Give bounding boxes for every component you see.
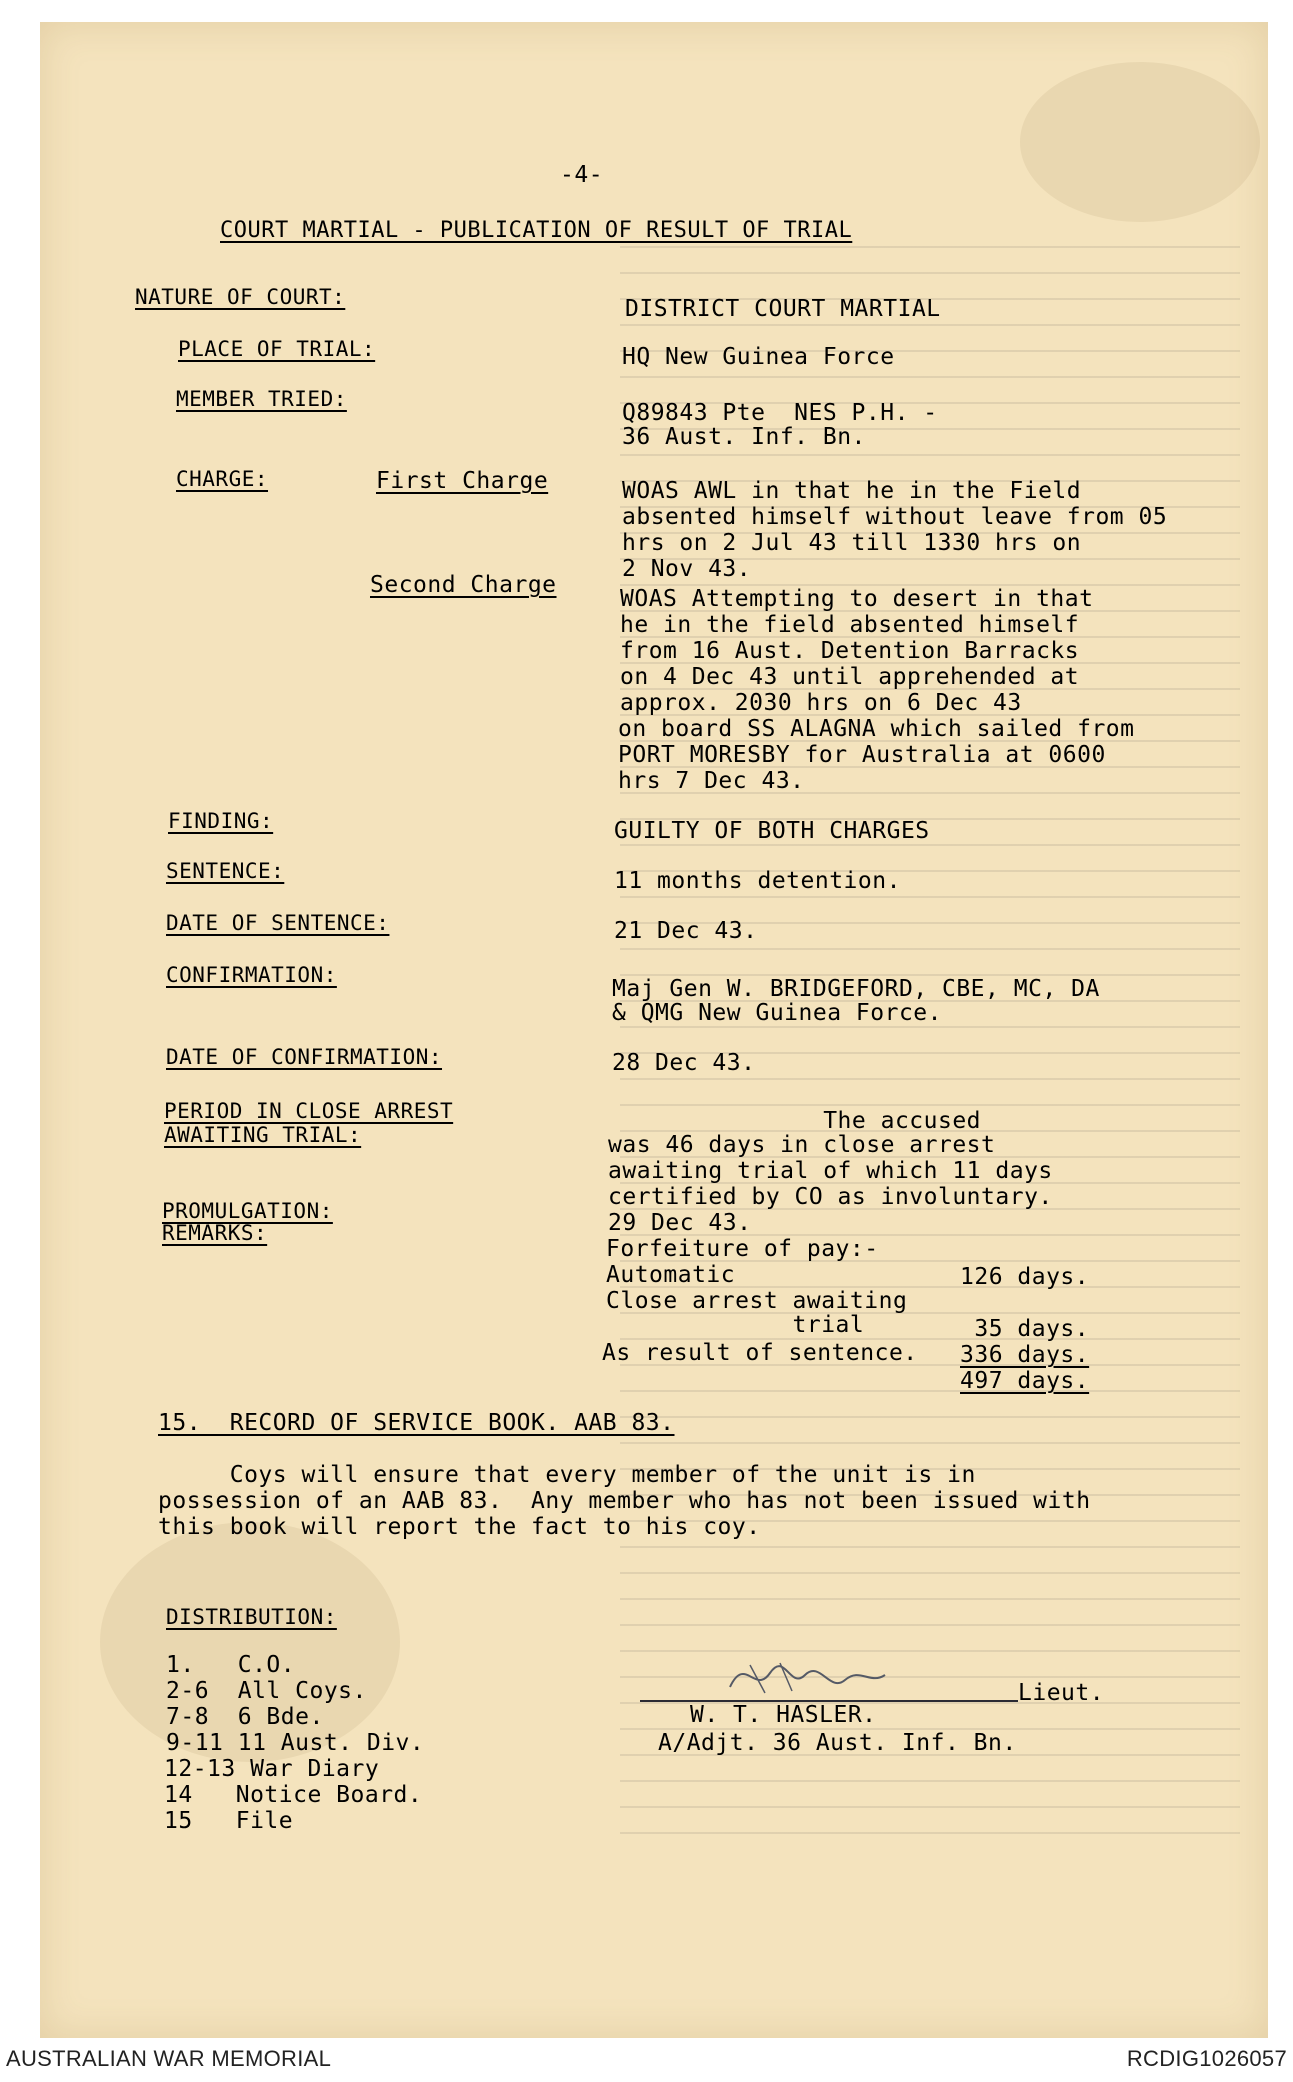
- finding-label: FINDING:: [168, 809, 274, 833]
- confirmation-label: CONFIRMATION:: [166, 963, 337, 987]
- signature-rank: Lieut.: [1018, 1680, 1105, 1706]
- footer-left: AUSTRALIAN WAR MEMORIAL: [6, 2046, 332, 2071]
- date-of-confirmation-label: DATE OF CONFIRMATION:: [166, 1045, 443, 1069]
- distribution-item: 2-6 All Coys.: [166, 1678, 367, 1704]
- document-title: COURT MARTIAL - PUBLICATION OF RESULT OF TRIAL: [220, 218, 853, 243]
- first-charge-label: First Charge: [376, 468, 549, 494]
- date-of-sentence-label: DATE OF SENTENCE:: [166, 911, 390, 935]
- handwritten-signature: [720, 1645, 920, 1705]
- charge-line: WOAS Attempting to desert in that: [620, 586, 1094, 612]
- promulgation-label: PROMULGATION:: [162, 1199, 333, 1223]
- close-arrest-line: certified by CO as involuntary.: [608, 1184, 1053, 1210]
- charge-line: on board SS ALAGNA which sailed from: [618, 716, 1135, 742]
- distribution-item: 12-13 War Diary: [164, 1756, 380, 1782]
- second-charge-label: Second Charge: [370, 572, 557, 598]
- charge-line: 2 Nov 43.: [622, 556, 752, 582]
- date-of-sentence-value: 21 Dec 43.: [614, 918, 758, 944]
- close-arrest-line: The accused: [608, 1108, 982, 1134]
- place-of-trial-label: PLACE OF TRIAL:: [178, 337, 376, 361]
- forfeiture-days: 336 days.: [960, 1342, 1090, 1368]
- distribution-item: 15 File: [164, 1808, 294, 1834]
- body-line: possession of an AAB 83. Any member who has not been issued with: [158, 1488, 1091, 1514]
- forfeiture-item: As result of sentence.: [602, 1340, 918, 1366]
- place-of-trial-value: HQ New Guinea Force: [622, 344, 895, 370]
- body-line: Coys will ensure that every member of the unit is in: [158, 1462, 976, 1488]
- confirmation-value-1: Maj Gen W. BRIDGEFORD, CBE, MC, DA: [612, 976, 1100, 1002]
- forfeiture-item: trial: [606, 1312, 865, 1338]
- charge-line: absented himself without leave from 05: [622, 504, 1168, 530]
- signatory-name: W. T. HASLER.: [690, 1702, 877, 1728]
- promulgation-value: 29 Dec 43.: [608, 1210, 752, 1236]
- nature-of-court-value: DISTRICT COURT MARTIAL: [625, 296, 941, 322]
- reverse-side-bleedthrough: [620, 232, 1240, 1852]
- date-of-confirmation-value: 28 Dec 43.: [612, 1050, 756, 1076]
- charge-label: CHARGE:: [176, 467, 269, 491]
- sentence-label: SENTENCE:: [166, 859, 285, 883]
- charge-line: hrs on 2 Jul 43 till 1330 hrs on: [622, 530, 1082, 556]
- charge-line: on 4 Dec 43 until apprehended at: [620, 664, 1080, 690]
- distribution-item: 1. C.O.: [166, 1652, 296, 1678]
- distribution-item: 7-8 6 Bde.: [166, 1704, 324, 1730]
- forfeiture-item: Automatic: [606, 1262, 736, 1288]
- remarks-value: Forfeiture of pay:-: [606, 1236, 879, 1262]
- finding-value: GUILTY OF BOTH CHARGES: [614, 818, 930, 844]
- forfeiture-days: 126 days.: [960, 1264, 1090, 1290]
- remarks-label: REMARKS:: [162, 1221, 268, 1245]
- section-15-heading: 15. RECORD OF SERVICE BOOK. AAB 83.: [158, 1410, 675, 1436]
- nature-of-court-label: NATURE OF COURT:: [135, 285, 346, 309]
- confirmation-value-2: & QMG New Guinea Force.: [612, 1000, 942, 1026]
- close-arrest-line: was 46 days in close arrest: [608, 1132, 996, 1158]
- body-line: this book will report the fact to his coy.: [158, 1514, 761, 1540]
- member-tried-value-2: 36 Aust. Inf. Bn.: [622, 424, 866, 450]
- sentence-value: 11 months detention.: [614, 868, 901, 894]
- member-tried-value-1: Q89843 Pte NES P.H. -: [622, 400, 938, 426]
- signatory-appointment: A/Adjt. 36 Aust. Inf. Bn.: [658, 1730, 1017, 1756]
- distribution-item: 14 Notice Board.: [164, 1782, 423, 1808]
- close-arrest-label-1: PERIOD IN CLOSE ARREST: [164, 1099, 454, 1123]
- charge-line: approx. 2030 hrs on 6 Dec 43: [620, 690, 1022, 716]
- member-tried-label: MEMBER TRIED:: [176, 387, 347, 411]
- distribution-item: 9-11 11 Aust. Div.: [166, 1730, 425, 1756]
- charge-line: from 16 Aust. Detention Barracks: [620, 638, 1080, 664]
- charge-line: he in the field absented himself: [620, 612, 1080, 638]
- charge-line: hrs 7 Dec 43.: [618, 768, 805, 794]
- forfeiture-item: Close arrest awaiting: [606, 1288, 908, 1314]
- forfeiture-days: 35 days.: [960, 1316, 1090, 1342]
- charge-line: PORT MORESBY for Australia at 0600: [618, 742, 1106, 768]
- charge-line: WOAS AWL in that he in the Field: [622, 478, 1082, 504]
- distribution-heading: DISTRIBUTION:: [166, 1605, 337, 1629]
- footer-right: RCDIG1026057: [1126, 2046, 1287, 2071]
- close-arrest-line: awaiting trial of which 11 days: [608, 1158, 1053, 1184]
- page-number: -4-: [560, 162, 604, 188]
- close-arrest-label-2: AWAITING TRIAL:: [164, 1123, 362, 1147]
- forfeiture-total: 497 days.: [960, 1368, 1090, 1394]
